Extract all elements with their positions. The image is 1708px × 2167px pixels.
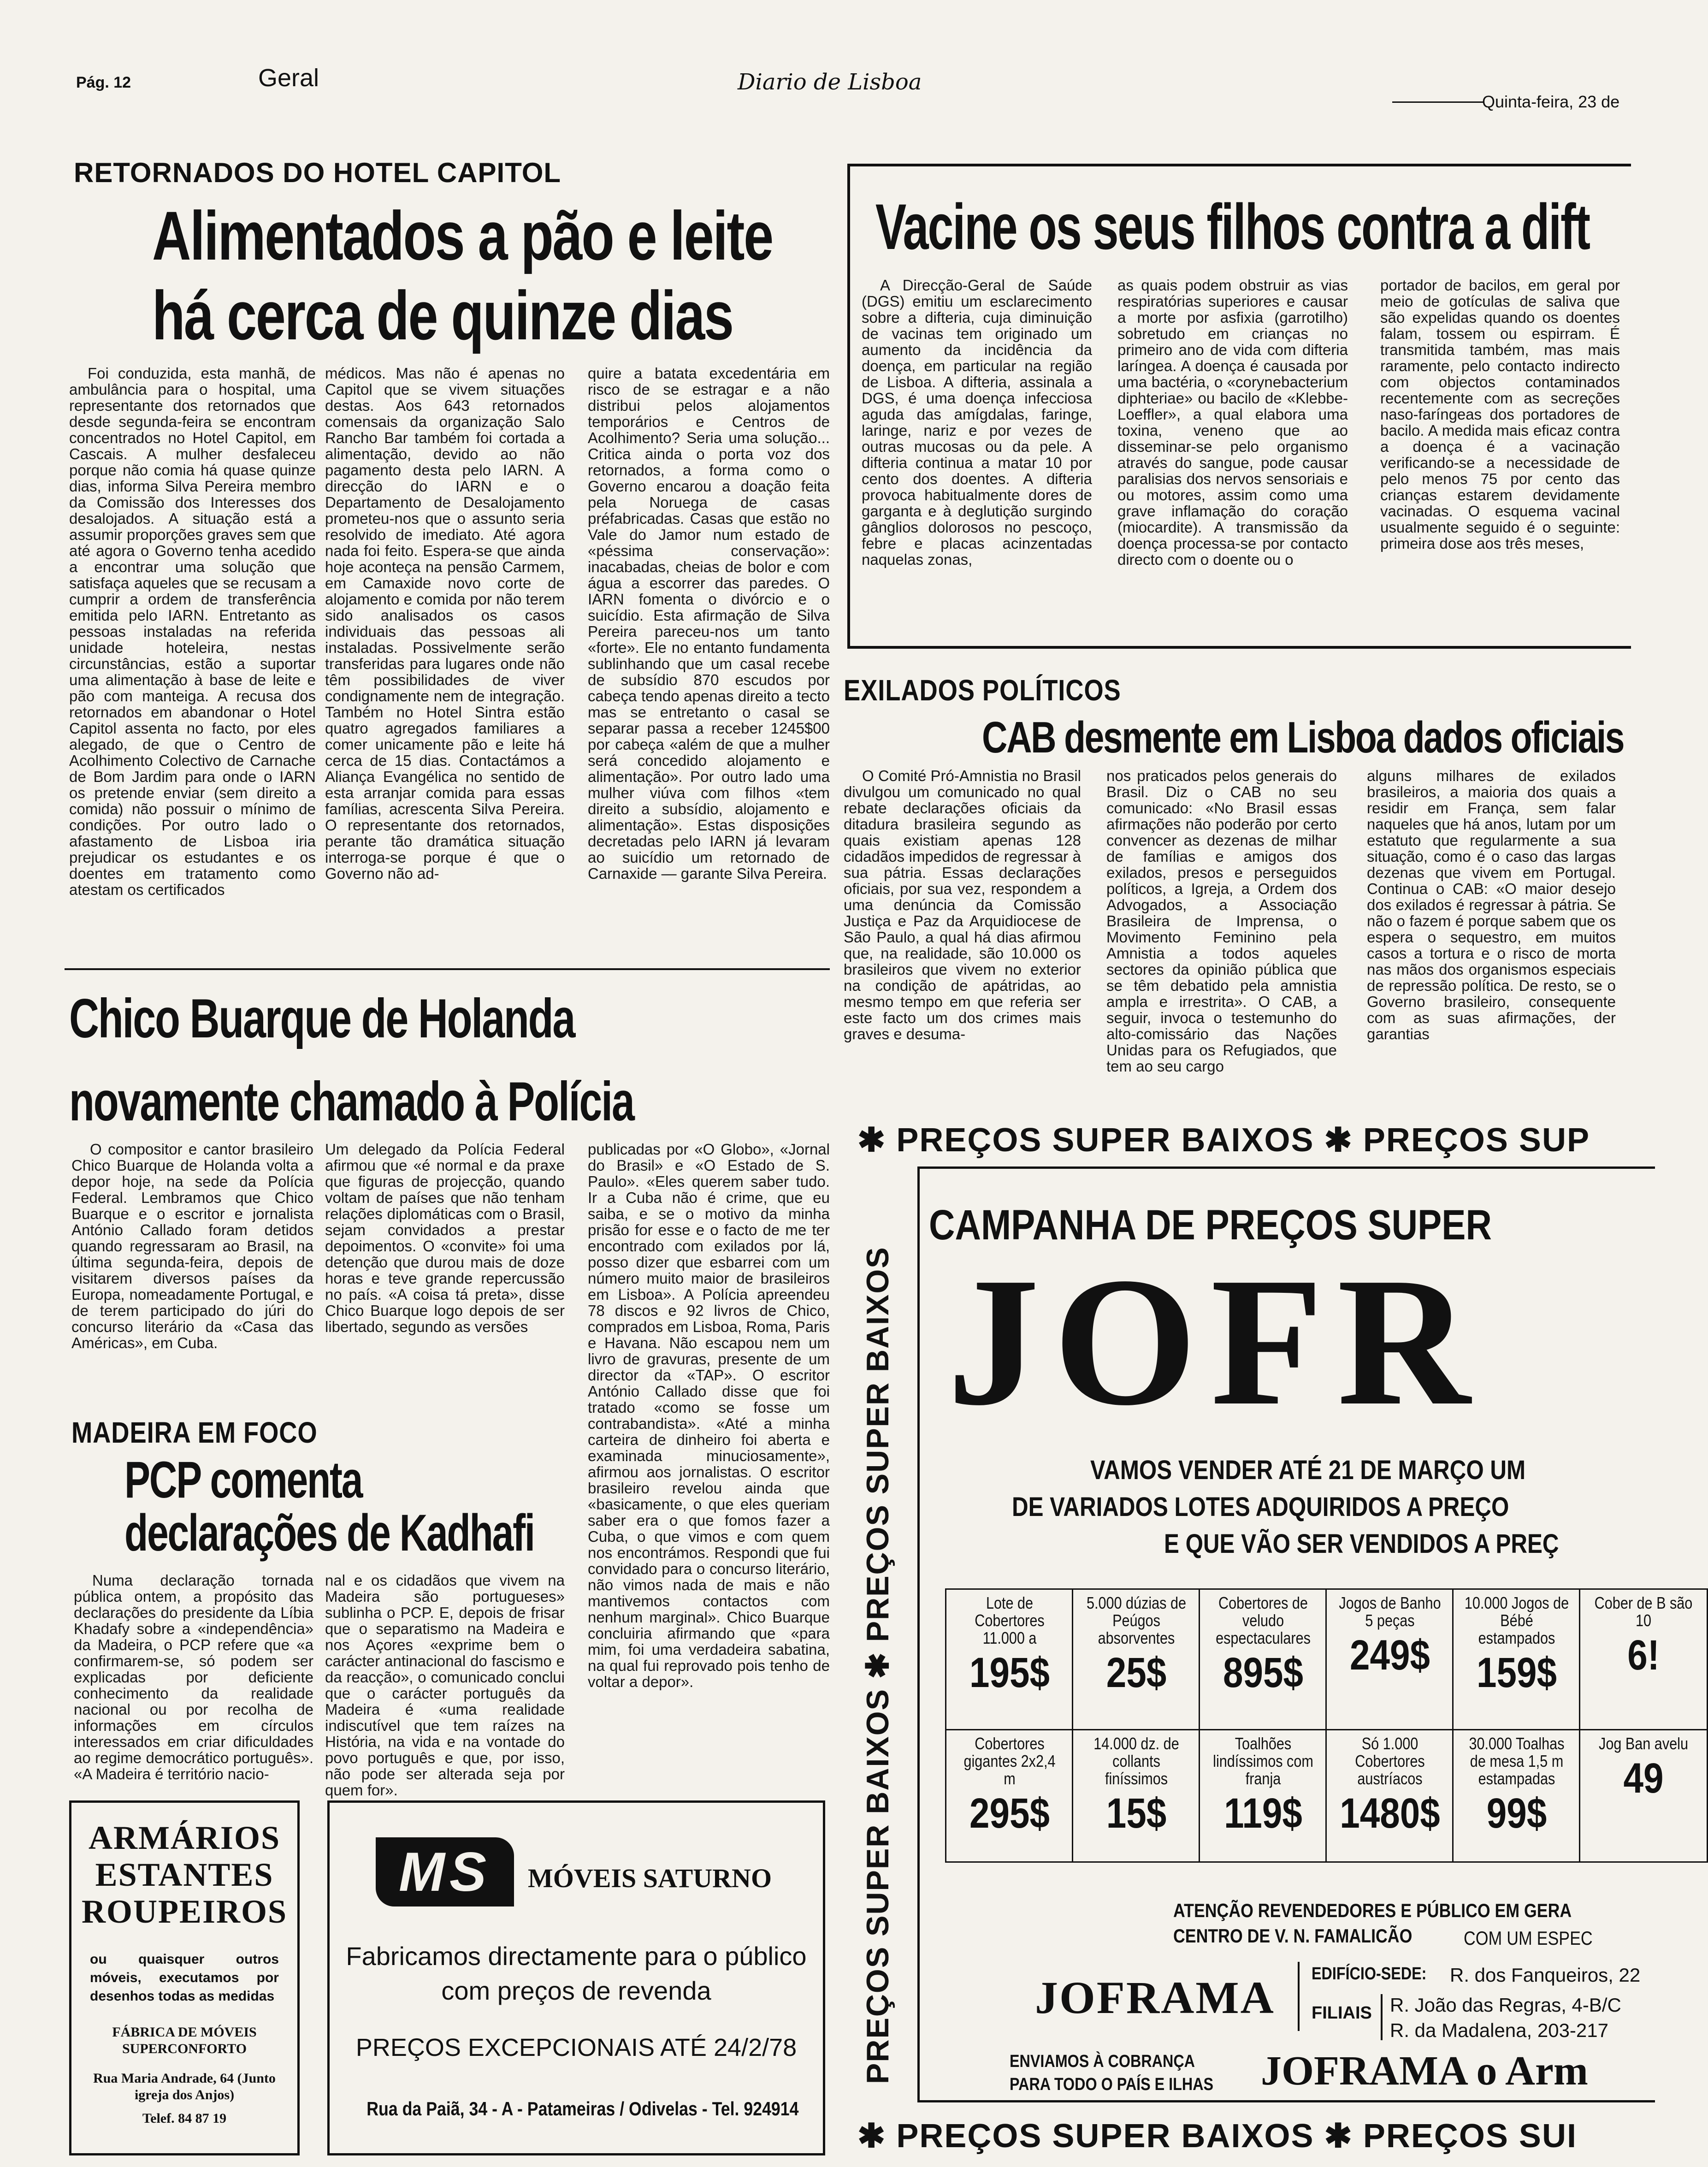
price-label: 5.000 dúzias de Peúgos absorventes xyxy=(1086,1593,1187,1647)
price-value: 249$ xyxy=(1350,1632,1430,1679)
ad-line: ROUPEIROS xyxy=(81,1893,288,1930)
filial-address: R. da Madalena, 203-217 xyxy=(1390,2019,1608,2041)
page-number: Pág. 12 xyxy=(76,74,131,91)
article-column-1: O compositor e cantor brasileiro Chico Buarque de Holanda volta a depor hoje, na sede da Polícia Federal. Lembramos que Chico Buarque e o escritor e jornalista António Callado foram detidos quando regressaram ao Brasil, na última segunda-feira, depois de visitarem diversos países da Europa, nomeadamente Portugal, e de terem participado do júri do concurso literário da «Casa das Américas», em Cuba. xyxy=(71,1141,313,1351)
price-cell xyxy=(1072,1729,1201,1863)
article-headline-line2: declarações de Kadhafi xyxy=(124,1504,534,1562)
header-rule xyxy=(1392,101,1484,103)
article-column-3: quire a batata excedentária em risco de se estragar e a não distribui pelos alojamentos temporários e Centros de Acolhimento? Seria uma solução... Critica ainda o porta voz dos retornados, a forma como o Governo encarou a doação feita pela Noruega de casas préfabricadas. Casas que estão no Vale do Jamor num estado de «péssima conservação»: inacabadas, cheias de bolor e com água a escorrer das paredes. O IARN fomenta o divórcio e o suicídio. Esta afirmação de Silva Pereira pareceu-nos um tanto «forte». Ele no entanto fundamenta sublinhando que um casal recebe de subsídio 870 escudos por cabeça tendo apenas direito a tecto mas se entretanto o casal se separar passa a receber 1245$00 por cabeça «além de que a mulher será concedido alojamento e alimentação». Por outro lado uma mulher viúva com filhos «tem direito a subsídio, alojamento e alimentação». Estas disposições decretadas pelo IARN já levaram ao suicídio um retornado de Carnaxide — garante Silva Pereira. xyxy=(588,365,830,882)
banner-side-text: PREÇOS SUPER BAIXOS ✱ PREÇOS SUPER BAIXOS xyxy=(860,1246,895,2084)
article-column-2: médicos. Mas não é apenas no Capitol que se vivem situações destas. Aos 643 retornados comensais da organização Salo Rancho Bar também foi cortada a alimentação, devido ao não pagamento desta pelo IARN. A direcção do IARN e o Departamento de Desalojamento prometeu-nos que o assunto seria resolvido de imediato. Até agora nada foi feito. Espera-se que ainda hoje aconteça na pensão Carmem, em Camaxide novo corte de alojamento e comida por não terem sido analisados os casos individuais das pessoas ali instaladas. Possivelmente serão transferidas para lugares onde não têm possibilidades de viver condignamente nem de integração. Também no Hotel Sintra estão quatro agregados familiares a comer unicamente pão e leite há cerca de 15 dias. Contactámos a Aliança Evangélica no sentido de esta arranjar comida para essas famílias, acrescenta Silva Pereira. O representante dos retornados, perante tão dramática situação interroga-se porque é que o Governo não ad- xyxy=(325,365,565,882)
article-column-1: A Direcção-Geral de Saúde (DGS) emitiu um esclarecimento sobre a difteria, cuja diminuição de vacinas tem originado um aumento da incidência da doença, em particular na região de Lisboa. A difteria, assinala a DGS, é uma doença infecciosa aguda das amígdalas, faringe, laringe, nariz e por vezes de outras mucosas ou da pele. A difteria continua a matar 10 por cento dos doentes. A difteria provoca habitualmente dores de garganta e à deglutição surgindo gânglios dolorosos no pescoço, febre e placas acinzentadas naquelas zonas, xyxy=(862,277,1092,568)
article-column-1: Numa declaração tornada pública ontem, a propósito das declarações do presidente da Líbia Khadafy sobre a «independência» da Madeira, o PCP refere que «a confirmarem-se, só podem ser explicadas por deficiente conhecimento da realidade nacional ou por recolha de informações em círculos interessados em criar dificuldades ao regime democrático português». «A Madeira é território nacio- xyxy=(74,1572,313,1782)
ad-line: ESTANTES xyxy=(95,1856,274,1893)
article-column-3: portador de bacilos, em geral por meio de gotículas de saliva que são expelidas quando os doentes falam, tossem ou espirram. É transmitida também, mas mais raramente, pelo contacto indirecto com objectos contaminados recentemente com as secreções naso-faríngeas dos portadores de bacilo. A medida mais eficaz contra a doença é a vacinação verificando-se a necessidade de pelo menos 75 por cento das crianças estarem devidamente vacinadas. O esquema vacinal usualmente seguido é o seguinte: primeira dose aos três meses, xyxy=(1380,277,1620,552)
ad-line: com preços de revenda xyxy=(441,1976,711,2005)
ad-brand: MÓVEIS SATURNO xyxy=(528,1863,772,1893)
price-label: 14.000 dz. de collants finíssimos xyxy=(1093,1734,1179,1788)
price-cell xyxy=(1452,1729,1581,1863)
article-column-1: Foi conduzida, esta manhã, de ambulância para o hospital, uma representante dos retornados que desde segunda-feira se encontram concentrados no Hotel Capitol, em Cascais. A mulher desfaleceu porque não comia há quase quinze dias, informa Silva Pereira membro da Comissão dos Interesses dos desalojados. A situação está a assumir proporções graves sem que até agora o Governo tenha acedido a encontrar uma solução que satisfaça aqueles que se recusam a cumprir a ordem de transferência emitida pelo IARN. Entretanto as pessoas instaladas na referida unidade hoteleira, nestas circunstâncias, estão a suportar uma alimentação à base de leite e pão com manteiga. A recusa dos retornados em abandonar o Hotel Capitol assenta no facto, por eles alegado, de que o Centro de Acolhimento Colectivo de Carnache de Bom Jardim para onde o IARN os pretende enviar (sem direito a comida) não possuir o mínimo de condições. Por outro lado o afastamento de Lisboa iria prejudicar os estudantes e os doentes em tratamento como atestam os certificados xyxy=(69,365,316,898)
filiais-divider xyxy=(1381,1994,1383,2040)
article-column-2: nal e os cidadãos que vivem na Madeira são portugueses» sublinha o PCP. E, depois de frisar que o separatismo na Madeira e nos Açores «exprime bem o carácter antinacional do fascismo e da reacção», o comunicado conclui que o carácter português da Madeira é «uma realidade indiscutível que tem raízes na História, na vida e na vontade do povo português e que, por isso, não pode ser alterada seja por quem for». xyxy=(325,1572,565,1799)
price-cell xyxy=(1199,1729,1328,1863)
slogan: JOFRAMA o Arm xyxy=(1261,2048,1588,2094)
sell-line: VAMOS VENDER ATÉ 21 DE MARÇO UM xyxy=(1090,1455,1526,1485)
sede-address: R. dos Fanqueiros, 22 xyxy=(1450,1964,1641,1986)
price-label: Cobertores de veludo espectaculares xyxy=(1216,1593,1311,1647)
article-vacine-box xyxy=(847,164,1631,649)
ad-saturno xyxy=(327,1800,825,2155)
price-cell xyxy=(1452,1588,1581,1731)
price-value: 25$ xyxy=(1106,1649,1167,1696)
price-cell xyxy=(1199,1588,1328,1731)
price-label: 10.000 Jogos de Bébé estampados xyxy=(1464,1593,1569,1647)
article-headline-line2: há cerca de quinze dias xyxy=(152,277,733,354)
price-label: Jogos de Banho 5 peças xyxy=(1339,1593,1441,1630)
sell-line: E QUE VÃO SER VENDIDOS A PREÇ xyxy=(1164,1529,1559,1559)
masthead: Diario de Lisboa xyxy=(738,69,922,95)
price-value: 895$ xyxy=(1223,1649,1303,1696)
brand-divider xyxy=(1298,1962,1300,2031)
article-column-1: O Comité Pró-Amnistia no Brasil divulgou um comunicado no qual rebate declarações oficiais da ditadura brasileira segundo as quais existiam apenas 128 cidadãos impedidos de regressar à sua pátria. Essas declarações oficiais, por sua vez, respondem a uma denúncia da Comissão Justiça e Paz da Arquidiocese de São Paulo, a qual há dias afirmou que, na realidade, são 10.000 os brasileiros que vivem no exterior na condição de apátridas, ao mesmo tempo em que referia ser este facto um dos crimes mais graves e desuma- xyxy=(844,767,1081,1042)
attention-line: ATENÇÃO REVENDEDORES E PÚBLICO EM GERA xyxy=(1173,1900,1572,1921)
price-cell xyxy=(945,1588,1074,1731)
joframa-inner xyxy=(917,1166,1693,2102)
cobranca-line: PARA TODO O PAÍS E ILHAS xyxy=(1010,2075,1214,2094)
price-label: Só 1.000 Cobertores austríacos xyxy=(1355,1734,1425,1788)
price-value: 6! xyxy=(1627,1632,1660,1679)
ad-line: PREÇOS EXCEPCIONAIS ATÉ 24/2/78 xyxy=(355,2034,797,2061)
article-cab xyxy=(844,664,1623,1107)
price-label: 30.000 Toalhas de mesa 1,5 m estampadas xyxy=(1469,1734,1565,1788)
ad-address: Rua Maria Andrade, 64 (Junto igreja dos Anjos) xyxy=(93,2071,276,2102)
price-label: Cobertores gigantes 2x2,4 m xyxy=(963,1734,1056,1788)
sell-line: DE VARIADOS LOTES ADQUIRIDOS A PREÇO xyxy=(1012,1492,1509,1522)
price-value: 195$ xyxy=(969,1649,1050,1696)
banner-top: ✱ PREÇOS SUPER BAIXOS ✱ PREÇOS SUP xyxy=(857,1122,1590,1159)
sede-label: EDIFÍCIO-SEDE: xyxy=(1312,1964,1427,1983)
price-value: 15$ xyxy=(1106,1790,1167,1837)
campaign-title: CAMPANHA DE PREÇOS SUPER xyxy=(929,1202,1492,1249)
price-cell xyxy=(1325,1588,1454,1731)
ad-line: Fabricamos directamente para o público xyxy=(346,1942,807,1971)
article-headline-line2: novamente chamado à Polícia xyxy=(69,1071,634,1132)
ad-phone: Telef. 84 87 19 xyxy=(142,2111,227,2126)
article-headline: Alimentados a pão e leite xyxy=(152,197,773,274)
article-kicker: EXILADOS POLÍTICOS xyxy=(844,674,1121,707)
price-value: 99$ xyxy=(1486,1790,1547,1837)
price-value: 119$ xyxy=(1224,1790,1302,1837)
joframa-brand: JOFRAMA xyxy=(1035,1972,1275,2023)
price-cell xyxy=(945,1729,1074,1863)
article-capitol xyxy=(0,0,830,968)
banner-bottom: ✱ PREÇOS SUPER BAIXOS ✱ PREÇOS SUI xyxy=(857,2118,1577,2155)
article-column-2: as quais podem obstruir as vias respiratórias superiores e causar a morte por asfixia (garrotilho) sobretudo em crianças no primeiro ano de vida com difteria laríngea. A doença é causada por uma bactéria, o «corynebacterium diphteriae» ou bacilo de «Klebbe-Loeffler», a qual elabora uma toxina, veneno que ao disseminar-se pelo organismo através do sangue, pode causar paralisias dos nervos sensoriais e ou motores, assim como uma grave inflamação do coração (miocardite). A transmissão da doença processa-se por contacto directo com o doente ou o xyxy=(1117,277,1348,568)
cobranca-line: ENVIAMOS À COBRANÇA xyxy=(1010,2052,1195,2071)
article-headline: Chico Buarque de Holanda xyxy=(69,988,575,1049)
price-cell xyxy=(1325,1729,1454,1863)
ad-joframa xyxy=(844,1116,1693,2167)
article-column-3: publicadas por «O Globo», «Jornal do Brasil» e «O Estado de S. Paulo». «Eles querem saber tudo. Ir a Cuba não é crime, que eu saiba, e se o motivo da minha prisão for esse e o facto de me ter encontrado com exilados por lá, posso dizer que esbarrei com um número muito maior de brasileiros em Lisboa». A Polícia apreendeu 78 discos e 92 livros de Chico, comprados em Lisboa, Roma, Paris e Havana. Não escapou nem um livro de gravuras, presente de um director da «TAP». O escritor António Callado disse que foi tratado «como se fosse um contrabandista». «Até a minha carteira de dinheiro foi aberta e examinada minuciosamente», afirmou aos jornalistas. O escritor brasileiro revelou ainda que «basicamente, o que eles queriam saber era o que fomos fazer a Cuba, o que vimos e com quem nos encontrámos. Respondi que fui convidado para o concurso literário, não vimos nada de mais e não mantivemos contactos com nenhum marginal». Chico Buarque concluiria afirmando que «para mim, foi uma verdadeira sabatina, na qual fui reprovado pois tenho de voltar a depor». xyxy=(588,1141,830,1690)
article-headline: PCP comenta xyxy=(124,1451,362,1509)
price-label: Toalhões lindíssimos com franja xyxy=(1213,1734,1313,1788)
filiais-label: FILIAIS xyxy=(1312,2003,1372,2023)
article-headline: CAB desmente em Lisboa dados oficiais xyxy=(982,713,1624,762)
saturno-logo xyxy=(376,1837,514,1906)
article-kicker: MADEIRA EM FOCO xyxy=(71,1416,318,1449)
price-value: 1480$ xyxy=(1340,1790,1440,1837)
ad-body: ou quaisquer outros móveis, executamos por desenhos todas as medidas xyxy=(90,1952,279,2004)
article-kicker: RETORNADOS DO HOTEL CAPITOL xyxy=(74,157,561,188)
article-column-2: Um delegado da Polícia Federal afirmou que «é normal e da praxe que figuras de projecção, quando voltam de países que não tenham relações diplomáticas com o Brasil, sejam convidados a prestar depoimentos. O «convite» foi uma detenção que durou mais de doze horas e teve grande repercussão no país. «A coisa tá preta», disse Chico Buarque logo depois de ser libertado, segundo as versões xyxy=(325,1141,565,1335)
price-label: Cober de B são 10 xyxy=(1594,1593,1693,1630)
article-madeira xyxy=(0,1402,581,1817)
centro-line-2: COM UM ESPEC xyxy=(1464,1927,1593,1949)
price-cell xyxy=(1579,1588,1708,1731)
ad-line: ARMÁRIOS xyxy=(88,1819,280,1856)
divider xyxy=(65,968,830,970)
price-value: 49 xyxy=(1623,1755,1664,1802)
price-cell xyxy=(1072,1588,1201,1731)
centro-line: CENTRO DE V. N. FAMALICÃO xyxy=(1173,1925,1412,1947)
price-cell xyxy=(1579,1729,1708,1863)
article-column-2: nos praticados pelos generais do Brasil. Diz o CAB no seu comunicado: «No Brasil essas afirmações não poderão por certo convencer as dezenas de milhar de famílias e amigos dos exilados, presos e perseguidos políticos, a Igreja, a Ordem dos Advogados, a Associação Brasileira de Imprensa, o Movimento Feminino pela Amnistia a todos aqueles sectores da opinião pública que se têm debatido pela amnistia ampla e irrestrita». O CAB, a seguir, invoca o testemunho do alto-comissário das Nações Unidas para os Refugiados, que tem ao seu cargo xyxy=(1106,767,1337,1075)
brand-big: JOFR xyxy=(947,1239,1484,1444)
ad-address: Rua da Paiã, 34 - A - Patameiras / Odivelas - Tel. 924914 xyxy=(366,2098,799,2120)
saturno-logo-mark: MS xyxy=(399,1841,491,1903)
article-column-3: alguns milhares de exilados brasileiros, a maioria dos quais a residir em França, sem falar naqueles que há anos, lutam por um estatuto que regularmente a sua situação, como é o caso das largas dezenas que vivem em Portugal. Continua o CAB: «O maior desejo dos exilados é regressar à pátria. Se não o fazem é porque sabem que os espera o sequestro, em muitos casos a tortura e o risco de morta nas mãos dos organismos especiais de repressão política. De resto, se o Governo brasileiro, consequente com as suas afirmações, der garantias xyxy=(1367,767,1616,1042)
ad-company: FÁBRICA DE MÓVEIS SUPERCONFORTO xyxy=(112,2025,257,2056)
issue-date: Quinta-feira, 23 de xyxy=(1482,92,1620,111)
price-value: 295$ xyxy=(969,1790,1050,1837)
price-value: 159$ xyxy=(1477,1649,1557,1696)
filial-address: R. João das Regras, 4-B/C xyxy=(1390,1994,1621,2016)
ad-armarios xyxy=(69,1800,300,2155)
price-label: Jog Ban avelu xyxy=(1599,1734,1688,1753)
price-label: Lote de Cobertores 11.000 a xyxy=(975,1593,1045,1647)
article-headline: Vacine os seus filhos contra a dift xyxy=(875,190,1590,263)
section-name: Geral xyxy=(258,64,319,92)
banner-side xyxy=(844,1171,904,2093)
